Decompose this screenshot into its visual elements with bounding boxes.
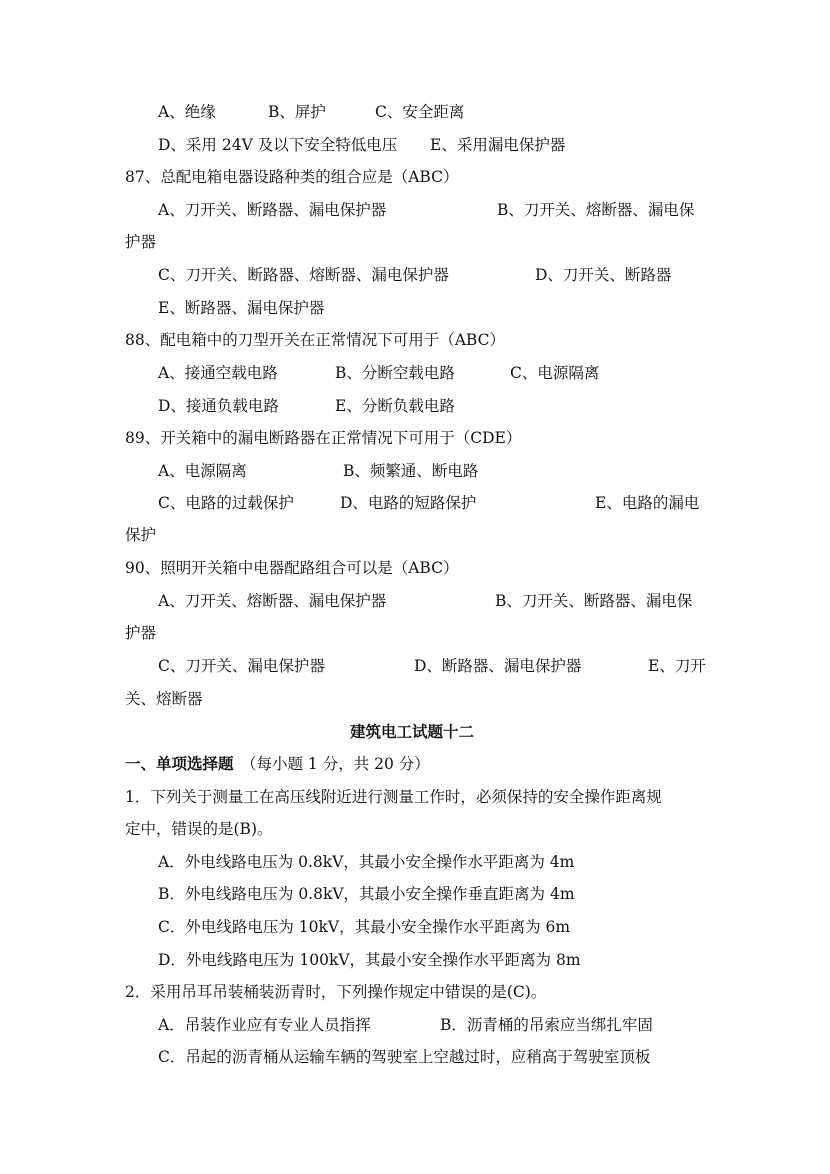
q89-option-d: D、电路的短路保护	[340, 494, 477, 512]
q90-option-c: C、刀开关、漏电保护器	[158, 657, 325, 675]
option-b-shield: B、屏护	[268, 103, 326, 121]
question-89-text: 89、开关箱中的漏电断路器在正常情况下可用于（CDE）	[125, 429, 522, 447]
q2-option-c: C．吊起的沥青桶从运输车辆的驾驶室上空越过时，应稍高于驾驶室顶板	[158, 1048, 651, 1066]
question-87-text: 87、总配电箱电器设路种类的组合应是（ABC）	[125, 168, 459, 186]
option-a-insulation: A、绝缘	[158, 103, 216, 121]
q88-option-b: B、分断空载电路	[335, 364, 455, 382]
q90-option-b: B、刀开关、断路器、漏电保	[495, 592, 693, 610]
q87-option-b: B、刀开关、熔断器、漏电保	[497, 201, 695, 219]
q88-option-c: C、电源隔离	[510, 364, 600, 382]
q87-option-c: C、刀开关、断路器、熔断器、漏电保护器	[158, 266, 449, 284]
option-e: E、采用漏电保护器	[430, 136, 566, 154]
option-c-safe-distance: C、安全距离	[375, 103, 465, 121]
q1-option-a: A．外电线路电压为 0.8kV，其最小安全操作水平距离为 4m	[158, 853, 575, 871]
question-1-text-cont: 定中，错误的是(B)。	[125, 820, 273, 838]
q89-option-a: A、电源隔离	[158, 462, 247, 480]
section-title: 建筑电工试题十二	[350, 722, 475, 741]
question-1-text: 1．下列关于测量工在高压线附近进行测量工作时，必须保持的安全操作距离规	[125, 788, 662, 806]
question-88-text: 88、配电箱中的刀型开关在正常情况下可用于（ABC）	[125, 331, 505, 349]
q89-option-e-wrap: 保护	[125, 526, 157, 544]
part-heading-note: （每小题 1 分，共 20 分）	[241, 755, 430, 773]
q89-option-e: E、电路的漏电	[595, 494, 700, 512]
q90-option-e: E、刀开	[648, 657, 706, 675]
q1-option-d: D．外电线路电压为 100kV，其最小安全操作水平距离为 8m	[158, 951, 581, 969]
question-2-text: 2．采用吊耳吊装桶装沥青时，下列操作规定中错误的是(C)。	[125, 983, 547, 1001]
q90-option-d: D、断路器、漏电保护器	[414, 657, 582, 675]
q88-option-d: D、接通负载电路	[158, 397, 279, 415]
q87-option-d: D、刀开关、断路器	[535, 266, 672, 284]
q1-option-c: C．外电线路电压为 10kV，其最小安全操作水平距离为 6m	[158, 918, 571, 936]
q87-option-a: A、刀开关、断路器、漏电保护器	[158, 201, 387, 219]
option-d: D、采用 24V 及以下安全特低电压	[158, 136, 398, 154]
q2-option-b: B．沥青桶的吊索应当绑扎牢固	[440, 1016, 653, 1034]
q1-option-b: B．外电线路电压为 0.8kV，其最小安全操作垂直距离为 4m	[158, 885, 575, 903]
question-90-text: 90、照明开关箱中电器配路组合可以是（ABC）	[125, 559, 459, 577]
part-heading: 一、单项选择题	[125, 754, 234, 773]
q90-option-b-wrap: 护器	[125, 624, 157, 642]
q90-option-e-wrap: 关、熔断器	[125, 690, 203, 708]
q87-option-e: E、断路器、漏电保护器	[158, 299, 325, 317]
q89-option-b: B、频繁通、断电路	[343, 462, 479, 480]
q87-option-b-wrap: 护器	[125, 233, 157, 251]
q88-option-e: E、分断负载电路	[335, 397, 455, 415]
q2-option-a: A．吊装作业应有专业人员指挥	[158, 1016, 371, 1034]
q89-option-c: C、电路的过载保护	[158, 494, 294, 512]
q88-option-a: A、接通空载电路	[158, 364, 278, 382]
q90-option-a: A、刀开关、熔断器、漏电保护器	[158, 592, 387, 610]
